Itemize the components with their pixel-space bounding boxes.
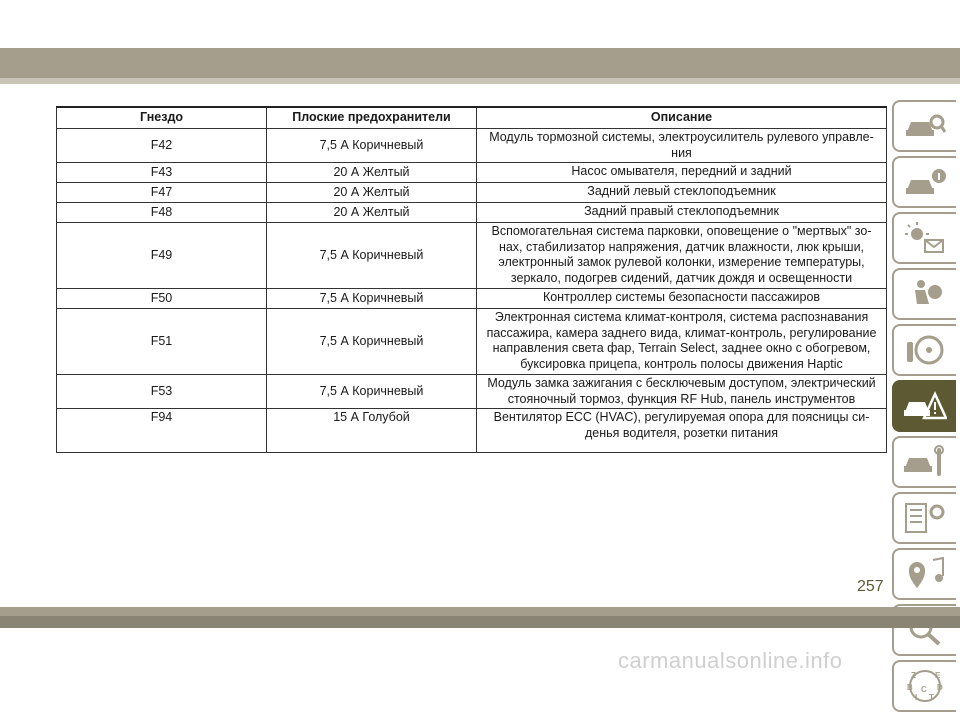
fuse-cell: 20 А Желтый <box>267 203 477 223</box>
tab-car-wrench[interactable] <box>892 436 956 488</box>
tab-car-warning[interactable] <box>892 380 956 432</box>
description-cell: Задний правый стеклоподъемник <box>477 203 887 223</box>
fuse-cell: 7,5 А Коричневый <box>267 375 477 409</box>
tab-airbag-seat[interactable] <box>892 268 956 320</box>
table-row <box>57 223 887 289</box>
svg-text:Z: Z <box>911 671 916 680</box>
header-slot: Гнездо <box>57 107 267 129</box>
dashboard-lights-icon <box>903 220 947 256</box>
slot-cell: F50 <box>57 289 267 309</box>
tab-car-magnifier[interactable] <box>892 100 956 152</box>
svg-text:D: D <box>937 683 943 692</box>
fuse-cell: 7,5 А Коричневый <box>267 309 477 375</box>
table-row <box>57 409 887 453</box>
airbag-seat-icon <box>903 276 947 312</box>
slot-cell: F43 <box>57 163 267 183</box>
tab-music-location[interactable] <box>892 548 956 600</box>
footer-band <box>0 607 960 616</box>
car-info-icon <box>903 164 947 200</box>
page-top-margin <box>0 0 960 48</box>
car-magnifier-icon <box>903 108 947 144</box>
table-row <box>57 309 887 375</box>
fuse-cell: 20 А Желтый <box>267 183 477 203</box>
fuse-cell: 7,5 А Коричневый <box>267 289 477 309</box>
description-cell: Задний левый стеклоподъемник <box>477 183 887 203</box>
fuse-cell: 20 А Желтый <box>267 163 477 183</box>
tab-car-info[interactable] <box>892 156 956 208</box>
slot-cell: F47 <box>57 183 267 203</box>
table-row <box>57 183 887 203</box>
footer-band-dark <box>0 616 960 628</box>
tab-alphabet-index[interactable] <box>892 660 956 712</box>
tab-steering-wheel[interactable] <box>892 324 956 376</box>
music-location-icon <box>903 556 947 592</box>
slot-cell: F94 <box>57 409 267 453</box>
header-description: Описание <box>477 107 887 129</box>
header-band-shadow <box>0 78 960 84</box>
svg-text:B: B <box>907 683 913 692</box>
tab-dashboard-lights[interactable] <box>892 212 956 264</box>
description-cell: Контроллер системы безопасности пассажиров <box>477 289 887 309</box>
page-number: 257 <box>857 578 884 595</box>
table-row <box>57 375 887 409</box>
fuse-table <box>56 106 887 453</box>
description-cell: Вспомогательная система парковки, оповещение о "мертвых" зо-нах, стабилизатор напряжения, датчик влажности, люк крыши, электронный замок рулевой колонки, измерение температуры, зеркало, подогрев сидений, датчик дождя и освещенности <box>477 223 887 289</box>
fuse-cell: 7,5 А Коричневый <box>267 223 477 289</box>
slot-cell: F51 <box>57 309 267 375</box>
steering-wheel-icon <box>903 332 947 368</box>
svg-text:E: E <box>935 671 941 680</box>
header-fuse: Плоские предохранители <box>267 107 477 129</box>
watermark: carmanualsonline.info <box>618 648 843 673</box>
fuse-cell: 7,5 А Коричневый <box>267 129 477 163</box>
description-cell: Модуль замка зажигания с бесключевым доступом, электрический стояночный тормоз, функция RF Hub, панель инструментов <box>477 375 887 409</box>
description-cell: Модуль тормозной системы, электроусилитель рулевого управле-ния <box>477 129 887 163</box>
svg-text:T: T <box>929 693 934 702</box>
description-cell: Электронная система климат-контроля, система распознавания пассажира, камера заднего вида, климат-контроль, регулирование направления света фар, Terrain Select, заднее окно с обогревом, буксировка прицепа, контроль полосы движения Haptic <box>477 309 887 375</box>
table-row <box>57 203 887 223</box>
slot-cell: F42 <box>57 129 267 163</box>
description-cell: Вентилятор ECC (HVAC), регулируемая опора для поясницы си-денья водителя, розетки питания <box>477 409 887 453</box>
table-row <box>57 163 887 183</box>
table-row <box>57 289 887 309</box>
alphabet-index-icon <box>903 668 947 704</box>
table-header-row <box>57 107 887 129</box>
settings-list-icon <box>903 500 947 536</box>
fuse-cell: 15 А Голубой <box>267 409 477 453</box>
slot-cell: F53 <box>57 375 267 409</box>
slot-cell: F49 <box>57 223 267 289</box>
svg-text:C: C <box>921 685 927 694</box>
car-wrench-icon <box>903 444 947 480</box>
tab-settings-list[interactable] <box>892 492 956 544</box>
car-warning-icon <box>903 388 947 424</box>
header-band <box>0 48 960 78</box>
svg-text:I: I <box>915 693 918 702</box>
slot-cell: F48 <box>57 203 267 223</box>
table-row <box>57 129 887 163</box>
description-cell: Насос омывателя, передний и задний <box>477 163 887 183</box>
